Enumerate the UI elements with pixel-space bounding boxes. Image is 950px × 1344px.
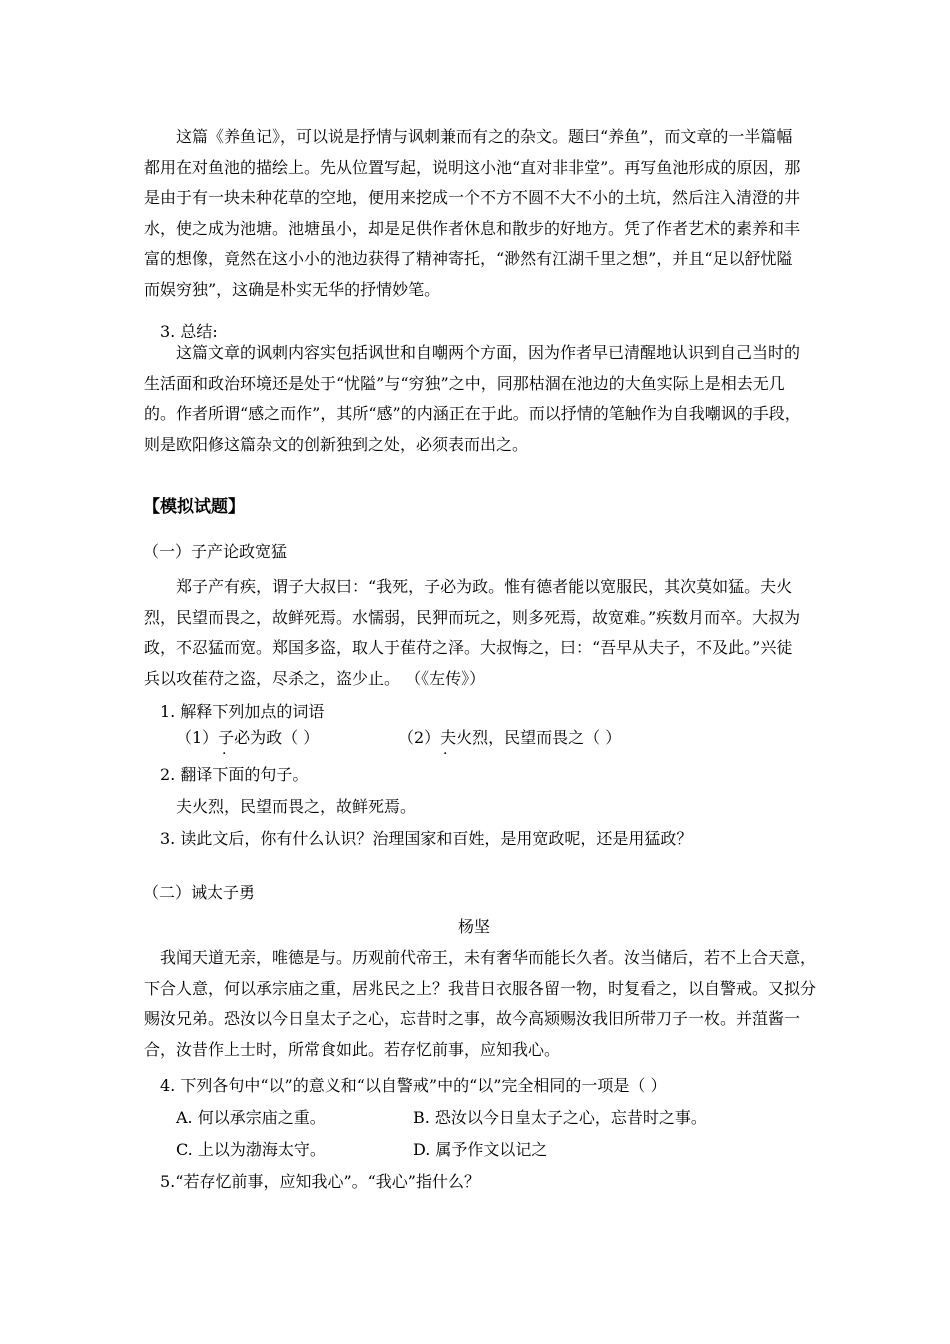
intro-paragraph-1: 这篇《养鱼记》，可以说是抒情与讽刺兼而有之的杂文。题曰“养鱼”，而文章的一半篇幅都用在对鱼池的描绘上。先从位置写起，说明这小池“直对非非堂”。再写鱼池形成的原因，那是由于有一块未种花草的空地，便用来挖成一个不方不圆不大不小的土坑，然后注入清澄的井水，使之成为池塘。池塘虽小，却是足供作者休息和散步的好地方。凭了作者艺术的素养和丰富的想像，竟然在这小小的池边获得了精神寄托，“渺然有江湖千里之想”，并且“足以舒忧隘而娱穷独”，这确是朴实无华的抒情妙笔。 <box>144 127 801 299</box>
question-2-sentence: 夫火烈，民望而畏之，故鲜死焉。 <box>176 797 417 816</box>
question-3: 3. 读此文后，你有什么认识？治理国家和百姓，是用宽政呢，还是用猛政？ <box>160 829 693 848</box>
section-title: 【模拟试题】 <box>143 497 245 517</box>
question-4-option-b: B. 恐汝以今日皇太子之心，忘昔时之事。 <box>413 1108 707 1127</box>
passage-2-label: （二）诫太子勇 <box>143 883 256 902</box>
question-4: 4. 下列各句中“以”的意义和“以自警戒”中的“以”完全相同的一项是（ ） <box>160 1076 667 1095</box>
question-4-option-c: C. 上以为渤海太守。 <box>176 1140 326 1159</box>
question-5: 5.“若存忆前事，应知我心”。“我心”指什么？ <box>160 1172 480 1191</box>
question-1: 1. 解释下列加点的词语 <box>160 702 325 721</box>
question-4-option-d: D. 属予作文以记之 <box>413 1140 548 1159</box>
passage-2-author: 杨坚 <box>458 917 491 936</box>
emphasis-dot-fu: · <box>443 746 448 762</box>
passage-1-label: （一）子产论政宽猛 <box>143 542 288 561</box>
passage-2-text: 我闻天道无亲，唯德是与。历观前代帝王，未有奢华而能长久者。汝当储后，若不上合天意，下合人意，何以承宗庙之重，居兆民之上？我昔日衣服各留一物，时复看之，以自警戒。又拟分赐汝兄弟。恐汝以今日皇太子之心，忘昔时之事，故今高颎赐汝我旧所带刀子一枚。并菹酱一合，汝昔作上士时，所常食如此。若存忆前事，应知我心。 <box>144 948 817 1059</box>
intro-paragraph-2: 这篇文章的讽刺内容实包括讽世和自嘲两个方面，因为作者早已清醒地认识到自己当时的生活面和政治环境还是处于“忧隘”与“穷独”之中，同那枯涸在池边的大鱼实际上是相去无几的。作者所谓“感之而作”，其所“感”的内涵正在于此。而以抒情的笔触作为自我嘲讽的手段，则是欧阳修这篇杂文的创新独到之处，必须表而出之。 <box>144 343 801 454</box>
question-1-item-1: （1）子必为政（ ） <box>176 728 320 747</box>
passage-1-text: 郑子产有疾，谓子大叔曰：“我死，子必为政。惟有德者能以宽服民，其次莫如猛。夫火烈，民望而畏之，故鲜死焉。水懦弱，民狎而玩之，则多死焉，故宽难。”疾数月而卒。大叔为政，不忍猛而宽。郑国多盗，取人于萑苻之泽。大叔悔之，曰：“吾早从夫子，不及此。”兴徒兵以攻萑苻之盗，尽杀之，盗少止。 （《左传》） <box>144 577 801 688</box>
summary-heading: 3. 总结: <box>160 322 218 341</box>
question-1-item-2: （2）夫火烈，民望而畏之（ ） <box>398 728 622 747</box>
question-2: 2. 翻译下面的句子。 <box>160 765 309 784</box>
question-4-option-a: A. 何以承宗庙之重。 <box>176 1108 326 1127</box>
emphasis-dot-zi: · <box>222 746 227 762</box>
